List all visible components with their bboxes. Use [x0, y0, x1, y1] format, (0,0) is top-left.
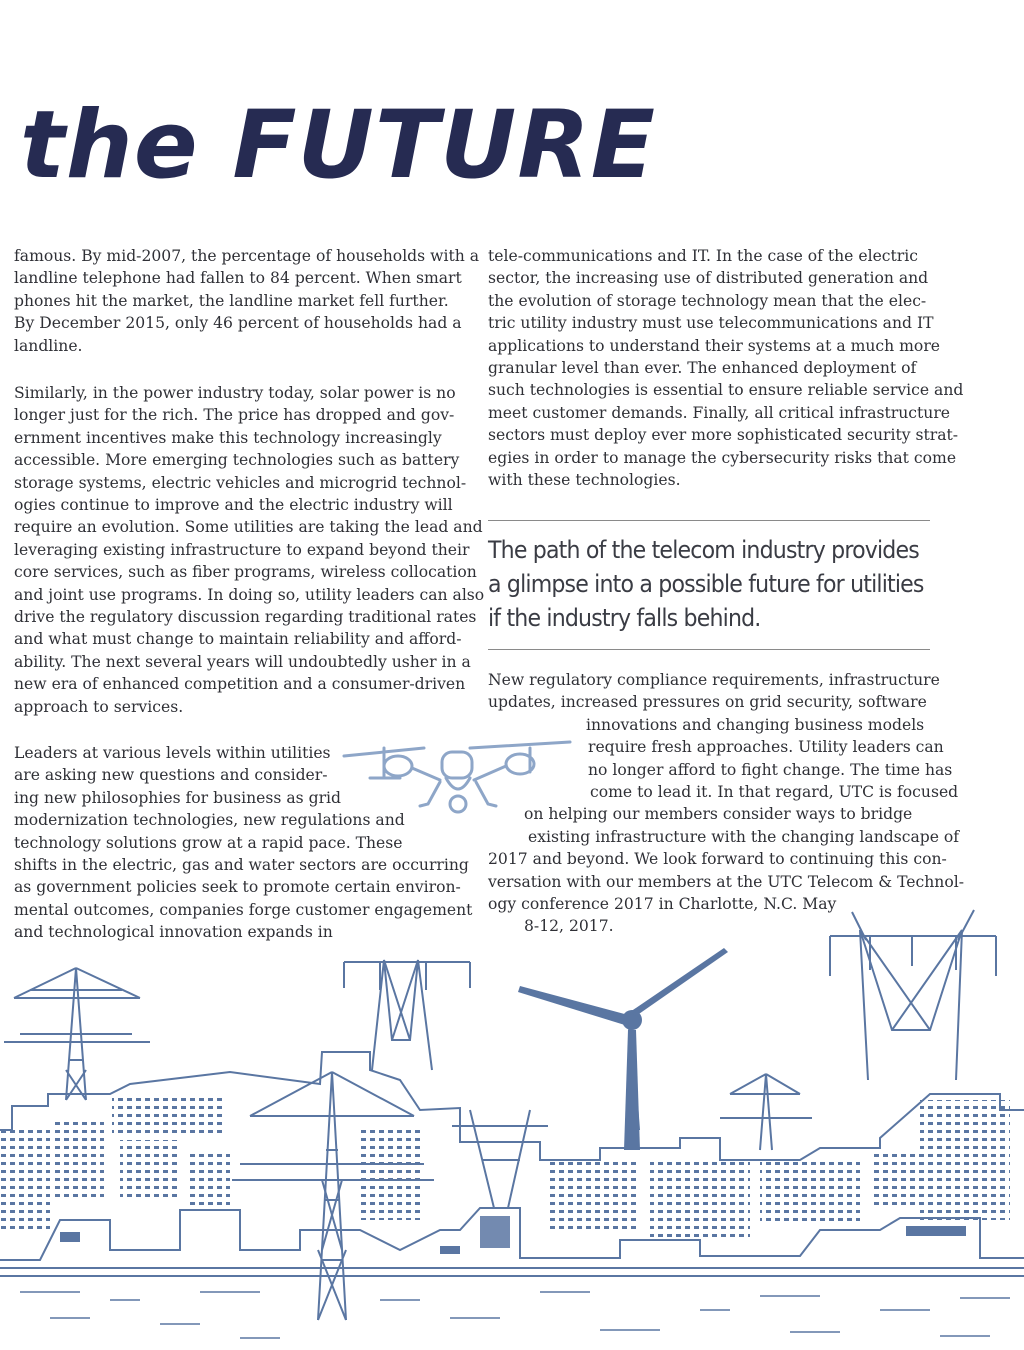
text-line: drive the regulatory discussion regarding traditional rates [14, 608, 477, 627]
text-line: tric utility industry must use telecommunications and IT [488, 314, 934, 333]
text-line: are asking new questions and consider- [14, 766, 328, 785]
transmission-towers [4, 910, 996, 1320]
text-line: 8-12, 2017. [524, 917, 614, 936]
wind-turbine-icon [518, 948, 728, 1150]
right-paragraph-1 [488, 245, 964, 491]
text-line: sector, the increasing use of distributed generation and [488, 269, 929, 288]
text-line: storage systems, electric vehicles and microgrid technol- [14, 473, 467, 492]
text-line: famous. By mid-2007, the percentage of households with a [14, 247, 480, 265]
text-line: applications to understand their systems at a much more [488, 336, 941, 355]
text-line: sectors must deploy ever more sophisticated security strat- [488, 426, 959, 445]
left-paragraph-2 [14, 382, 485, 718]
pull-quote-text [488, 533, 930, 635]
text-line: meet customer demands. Finally, all critical infrastructure [488, 403, 951, 422]
text-line: and joint use programs. In doing so, utility leaders can also [14, 585, 485, 604]
text-line: 2017 and beyond. We look forward to continuing this con- [488, 850, 947, 869]
text-line: come to lead it. In that regard, UTC is focused [590, 783, 959, 802]
waterline [0, 1268, 1024, 1276]
text-line: ernment incentives make this technology increasingly [14, 428, 442, 447]
text-line: ing new philosophies for business as grid [14, 788, 342, 807]
city-buildings [0, 1094, 1010, 1254]
text-line: New regulatory compliance requirements, infrastructure [488, 671, 940, 689]
text-line: technology solutions grow at a rapid pace. These [14, 833, 403, 852]
skyline-outline [0, 1052, 1024, 1160]
text-line: require fresh approaches. Utility leaders can [588, 738, 944, 757]
right-paragraph-2 [488, 669, 964, 938]
text-line: By December 2015, only 46 percent of households had a [14, 314, 462, 333]
text-line: versation with our members at the UTC Telecom & Technol- [488, 872, 964, 891]
text-line: tele-communications and IT. In the case of the electric [488, 247, 918, 265]
text-line: and what must change to maintain reliability and afford- [14, 630, 462, 649]
text-line: require an evolution. Some utilities are taking the lead and [14, 518, 483, 537]
text-line: granular level than ever. The enhanced deployment of [488, 359, 917, 378]
text-line: new era of enhanced competition and a consumer-driven [14, 675, 466, 694]
text-line: approach to services. [14, 697, 184, 716]
pull-quote-line: if the industry falls behind. [488, 604, 761, 632]
page-headline [20, 86, 660, 206]
left-paragraph-3 [14, 742, 473, 944]
pull-quote [488, 520, 930, 650]
text-line: modernization technologies, new regulations and [14, 811, 405, 830]
text-line: Similarly, in the power industry today, solar power is no [14, 384, 456, 402]
text-line: such technologies is essential to ensure reliable service and [488, 381, 964, 400]
text-line: core services, such as fiber programs, wireless collocation [14, 563, 477, 582]
text-line: and technological innovation expands in [14, 923, 333, 942]
text-line: Leaders at various levels within utilities [14, 744, 331, 762]
text-line: accessible. More emerging technologies such as battery [14, 451, 460, 470]
text-line: on helping our members consider ways to bridge [524, 805, 913, 824]
text-line: the evolution of storage technology mean that the elec- [488, 291, 927, 310]
text-line: phones hit the market, the landline market fell further. [14, 291, 449, 310]
text-line: egies in order to manage the cybersecurity risks that come [488, 448, 957, 467]
text-line: with these technologies. [488, 471, 681, 490]
text-line: ogy conference 2017 in Charlotte, N.C. May [488, 895, 837, 914]
text-line: mental outcomes, companies forge customer engagement [14, 900, 473, 919]
left-paragraph-1 [14, 245, 480, 357]
text-line: leveraging existing infrastructure to expand beyond their [14, 540, 470, 559]
text-line: no longer afford to fight change. The time has [588, 760, 953, 779]
pull-quote-line: a glimpse into a possible future for utilities [488, 570, 924, 598]
text-line: as government policies seek to promote certain environ- [14, 878, 461, 897]
text-line: innovations and changing business models [586, 715, 925, 734]
water-ripples [20, 1292, 1010, 1338]
headline-text: the FUTURE [20, 91, 656, 200]
pull-quote-line: The path of the telecom industry provides [488, 536, 919, 564]
text-line: landline. [14, 336, 83, 355]
text-line: landline telephone had fallen to 84 percent. When smart [14, 269, 462, 288]
text-line: ability. The next several years will undoubtedly usher in a [14, 652, 471, 671]
street-outline [0, 1208, 1024, 1260]
text-line: longer just for the rich. The price has dropped and gov- [14, 406, 455, 425]
text-line: existing infrastructure with the changing landscape of [528, 827, 960, 846]
text-line: updates, increased pressures on grid security, software [488, 693, 927, 712]
text-line: ogies continue to improve and the electric industry will [14, 496, 453, 515]
text-line: shifts in the electric, gas and water sectors are occurring [14, 856, 469, 875]
